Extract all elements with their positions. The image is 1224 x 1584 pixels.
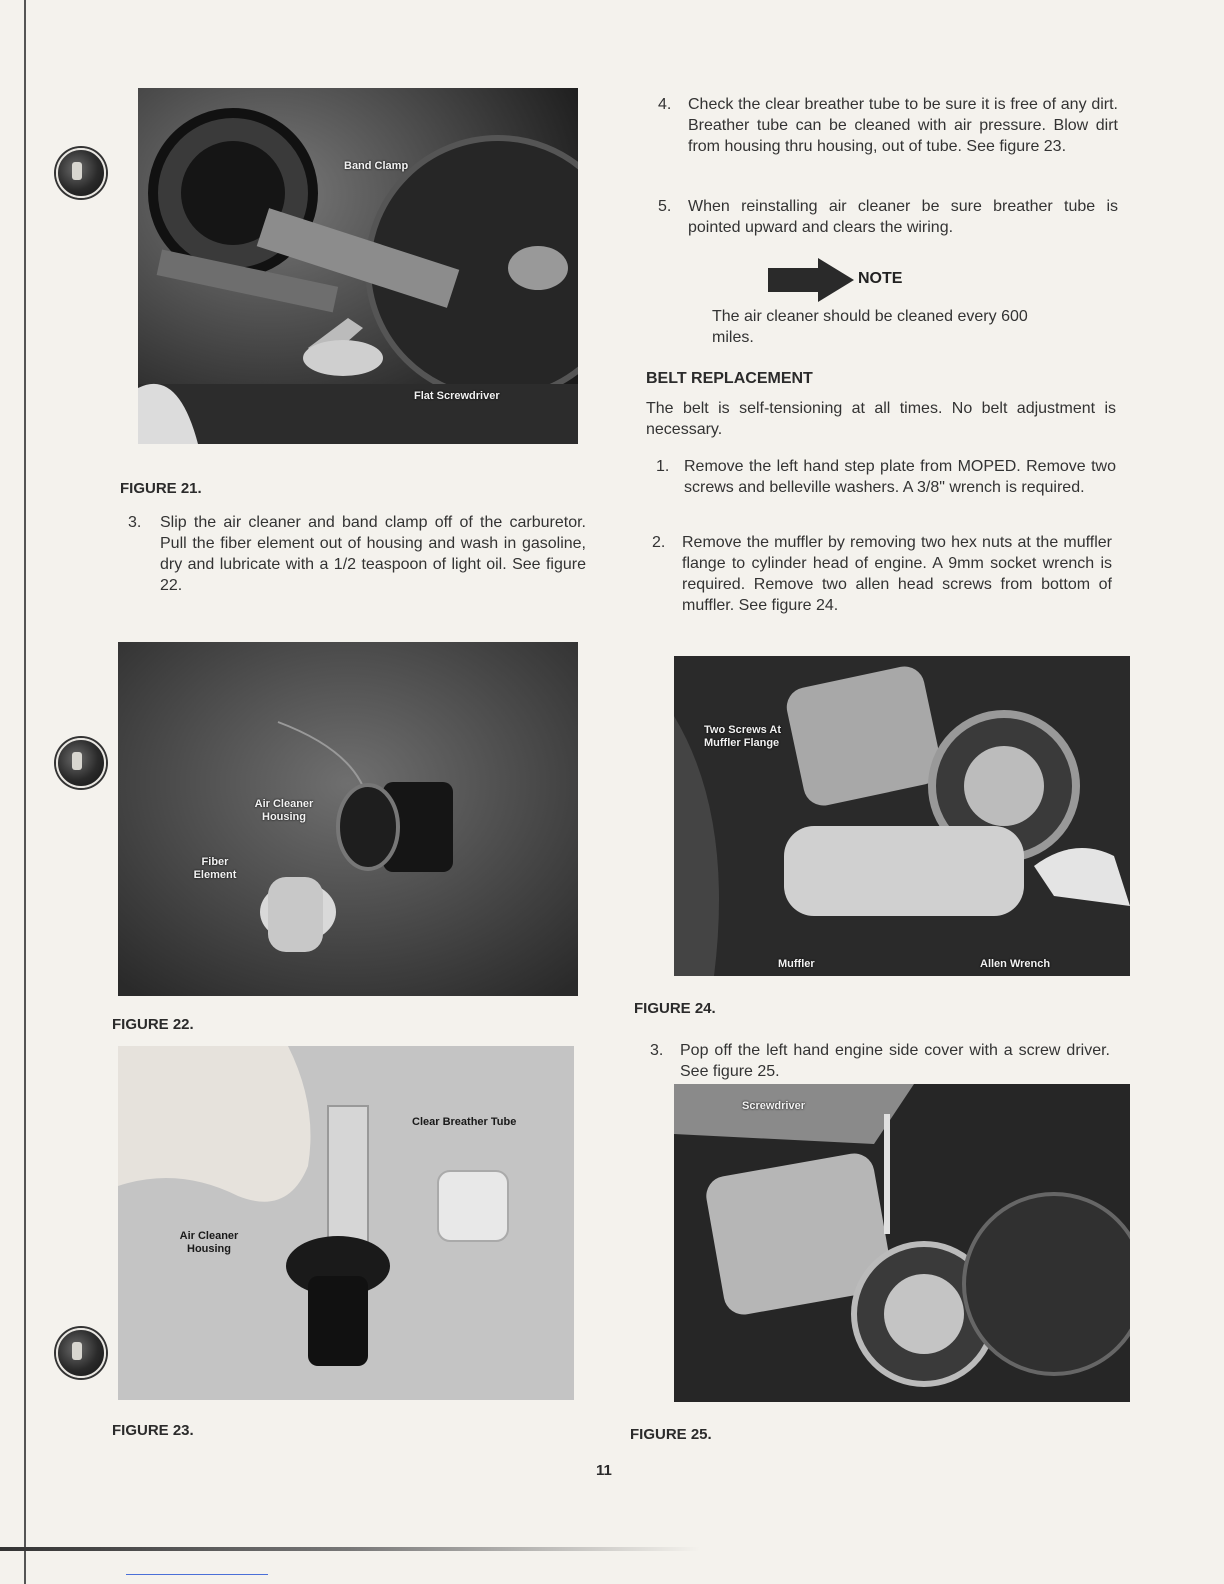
bottom-rule <box>0 1547 700 1551</box>
figure-24-label-two-screws-text: Two Screws At Muffler Flange <box>704 724 782 749</box>
figure-21-photo <box>138 88 578 444</box>
step-text: Slip the air cleaner and band clamp off of the carburetor. Pull the fiber element out of housing and wash in gasoline, dry and lubricate with a 1/2 teaspoon of light oil. See figure 22. <box>160 514 586 594</box>
figure-23-caption: FIGURE 23. <box>112 1422 194 1439</box>
figure-22-photo <box>118 642 578 996</box>
figure-24-label-allen-wrench: Allen Wrench <box>980 958 1051 970</box>
step-number: 3. <box>128 514 142 531</box>
figure-24-caption: FIGURE 24. <box>634 1000 716 1017</box>
step-text: When reinstalling air cleaner be sure breather tube is pointed upward and clears the wiring. <box>688 198 1118 236</box>
note-arrow-icon <box>768 258 854 302</box>
binder-hole-icon <box>56 1328 106 1378</box>
step-number: 5. <box>658 198 672 215</box>
note-label: NOTE <box>858 270 903 287</box>
step-number: 3. <box>650 1042 664 1059</box>
figure-25-photo <box>674 1084 1130 1402</box>
step-text: Remove the left hand step plate from MOPED. Remove two screws and belleville washers. A 3/8" wrench is required. <box>684 458 1116 496</box>
binder-hole-icon <box>56 148 106 198</box>
binder-hole-icon <box>56 738 106 788</box>
figure-22-label-air-cleaner-housing: Air Cleaner Housing <box>254 798 314 823</box>
step-text: Pop off the left hand engine side cover with a screw driver. See figure 25. <box>680 1042 1110 1080</box>
belt-step-1 <box>656 456 1116 498</box>
figure-21-label-flat-screwdriver: Flat Screwdriver <box>414 390 500 402</box>
figure-22-caption: FIGURE 22. <box>112 1016 194 1033</box>
belt-step-3 <box>650 1040 1110 1082</box>
figure-22-label-fiber-element: Fiber Element <box>193 856 237 881</box>
figure-23-label-air-cleaner-housing: Air Cleaner Housing <box>179 1230 239 1255</box>
left-step-3 <box>128 512 586 596</box>
right-step-4 <box>658 94 1118 157</box>
note-text: The air cleaner should be cleaned every 600 miles. <box>712 308 1028 346</box>
figure-25-caption: FIGURE 25. <box>630 1426 712 1443</box>
page-number: 11 <box>596 1462 612 1479</box>
figure-25-label-screwdriver: Screwdriver <box>742 1100 805 1112</box>
belt-step-2 <box>652 532 1112 616</box>
step-number: 4. <box>658 96 672 113</box>
step-number: 2. <box>652 534 666 551</box>
figure-21-label-band-clamp: Band Clamp <box>344 160 409 172</box>
section-heading-belt-replacement: BELT REPLACEMENT <box>646 370 813 387</box>
figure-23-photo <box>118 1046 574 1400</box>
belt-intro: The belt is self-tensioning at all times. No belt adjustment is necessary. <box>646 400 1116 438</box>
right-step-5 <box>658 196 1118 238</box>
figure-21-caption: FIGURE 21. <box>120 480 202 497</box>
step-text: Check the clear breather tube to be sure it is free of any dirt. Breather tube can be cleaned with air pressure. Blow dirt from housing thru housing, out of tube. See figure 23. <box>688 96 1118 155</box>
bottom-mark <box>126 1574 268 1575</box>
figure-24-label-muffler: Muffler <box>778 958 815 970</box>
figure-24-photo <box>674 656 1130 976</box>
step-text: Remove the muffler by removing two hex nuts at the muffler flange to cylinder head of engine. A 9mm socket wrench is required. Remove two allen head screws from bottom of muffler. See figure 24. <box>682 534 1112 614</box>
figure-24-label-two-screws <box>704 724 794 749</box>
figure-23-label-clear-breather-tube: Clear Breather Tube <box>412 1116 517 1128</box>
binder-edge-line <box>24 0 26 1584</box>
step-number: 1. <box>656 458 670 475</box>
